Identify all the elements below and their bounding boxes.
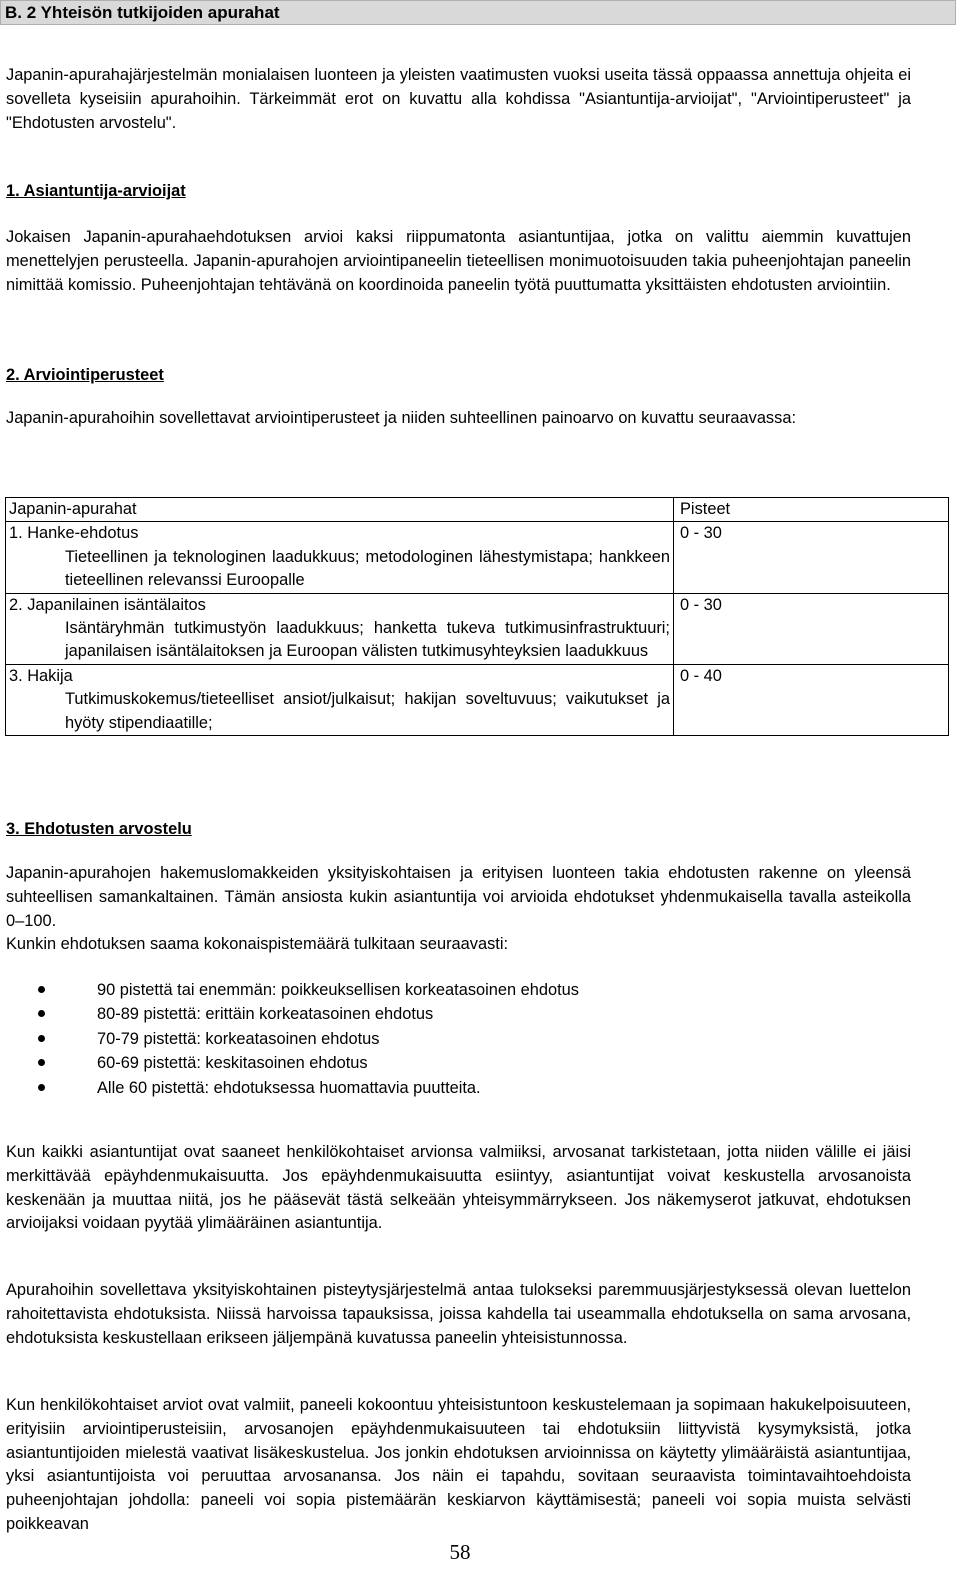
evaluation-criteria-paragraph: Japanin-apurahoihin sovellettavat arviointiperusteet ja niiden suhteellinen painoarvo on kuvattu seuraavassa: — [6, 409, 796, 427]
consensus-paragraph: Kun kaikki asiantuntijat ovat saaneet henkilökohtaiset arvionsa valmiiksi, arvosanat tarkistetaan, jotta niiden välille ei jäisi merkittävää epäyhdenmukaisuutta. Jos epäyhdenmukaisuutta esiintyy, asiantuntijat voivat keskustella arvosanoista keskenään ja muuttaa niitä, jos he pääsevät tästä selkeään yhteisymmärrykseen. Jos näkemyserot jatkuvat, ehdotuksen arvioijaksi voidaan pyytää ylimääräinen asiantuntija. — [6, 1143, 911, 1233]
intro-paragraph: Japanin-apurahajärjestelmän monialaisen luonteen ja yleisten vaatimusten vuoksi useita tässä oppaassa annettuja ohjeita ei sovelleta kyseisiin apurahoihin. Tärkeimmät erot on kuvattu alla kohdissa "Asiantuntija-arvioijat", "Arviointiperusteet" ja "Ehdotusten arvostelu". — [6, 66, 911, 132]
criterion-title: 2. Japanilainen isäntälaitos — [9, 595, 206, 614]
subheading-evaluation-criteria: 2. Arviointiperusteet — [6, 366, 164, 384]
criterion-points: 0 - 40 — [674, 664, 949, 735]
panel-meeting-paragraph: Kun henkilökohtaiset arviot ovat valmiit, paneeli kokoontuu yhteisistuntoon keskustelemaan ja sopimaan hakukelpoisuuteen, erityisiin arviointiperusteisiin, arvosanojen epäyhdenmukaisuuteen tai ehdotuksiin liittyvistä kysymyksistä, jotka asiantuntijoiden mielestä vaativat lisäkeskustelua. Jos jonkin ehdotuksen arvioinnissa on käytetty ylimääräistä asiantuntijaa, yksi asiantuntijoista voi peruuttaa arvosanansa. Jos näin ei tapahdu, sovitaan seuraavista toimintavaihtoehdoista puheenjohtajan johdolla: paneeli voi sopia pistemäärän keskiarvon käyttämisestä; paneeli voi sopia muista selvästi poikkeavan — [6, 1396, 911, 1533]
page-number: 58 — [449, 1540, 471, 1564]
criterion-description: Tutkimuskokemus/tieteelliset ansiot/julkaisut; hakijan soveltuvuus; vaikutukset ja hyöty stipendiaatille; — [65, 690, 670, 732]
table-row — [6, 593, 949, 664]
table-header-criteria: Japanin-apurahat — [6, 498, 674, 522]
grade-list — [6, 978, 579, 1100]
subheading-proposal-scoring: 3. Ehdotusten arvostelu — [6, 820, 192, 838]
table-row — [6, 664, 949, 735]
scoring-paragraph: Japanin-apurahojen hakemuslomakkeiden yksityiskohtaisen ja erityisen luonteen takia ehdotusten rakenne on yleensä suhteellisen samankaltainen. Tämän ansiosta kukin asiantuntija voi arvioida ehdotukset yhdenmukaisella tavalla asteikolla 0–100. — [6, 864, 911, 930]
criterion-title: 1. Hanke-ehdotus — [9, 524, 139, 543]
ranking-paragraph: Apurahoihin sovellettava yksityiskohtainen pisteytysjärjestelmä antaa tulokseksi paremmuusjärjestyksessä olevan luettelon rahoitettavista ehdotuksista. Niissä harvoissa tapauksissa, joissa kahdella tai useammalla ehdotuksella on sama arvosana, ehdotuksista keskustellaan erikseen jäljempänä kuvatussa paneelin yhteisistunnossa. — [6, 1281, 911, 1347]
list-item: 70-79 pistettä: korkeatasoinen ehdotus — [6, 1027, 579, 1051]
table-header-row — [6, 498, 949, 522]
criteria-table — [5, 497, 949, 736]
section-heading-bar — [0, 0, 956, 25]
expert-evaluators-paragraph: Jokaisen Japanin-apurahaehdotuksen arvioi kaksi riippumatonta asiantuntijaa, jotka on valittu aiemmin kuvattujen menettelyjen perusteella. Japanin-apurahojen arviointipaneelin tieteellisen monimuotoisuuden takia puheenjohtajan paneelin nimittää komissio. Puheenjohtajan tehtävänä on koordinoida paneelin työtä puuttumatta yksittäisten ehdotusten arviointiin. — [6, 228, 911, 294]
subheading-expert-evaluators: 1. Asiantuntija-arvioijat — [6, 182, 186, 200]
list-item: 90 pistettä tai enemmän: poikkeuksellisen korkeatasoinen ehdotus — [6, 978, 579, 1002]
criterion-description: Isäntäryhmän tutkimustyön laadukkuus; hanketta tukeva tutkimusinfrastruktuuri; japanilaisen isäntälaitoksen ja Euroopan välisten tutkimusyhteyksien laadukkuus — [65, 619, 670, 661]
scoring-list-intro: Kunkin ehdotuksen saama kokonaispistemäärä tulkitaan seuraavasti: — [6, 935, 509, 953]
criterion-description: Tieteellinen ja teknologinen laadukkuus; metodologinen lähestymistapa; hankkeen tieteellinen relevanssi Euroopalle — [65, 547, 670, 590]
section-heading: B. 2 Yhteisön tutkijoiden apurahat — [5, 3, 280, 22]
list-item: 80-89 pistettä: erittäin korkeatasoinen ehdotus — [6, 1002, 579, 1026]
table-header-points: Pisteet — [674, 498, 949, 522]
criterion-points: 0 - 30 — [674, 593, 949, 664]
criterion-title: 3. Hakija — [9, 666, 73, 685]
list-item: Alle 60 pistettä: ehdotuksessa huomattavia puutteita. — [6, 1076, 579, 1100]
criterion-points: 0 - 30 — [674, 522, 949, 593]
list-item: 60-69 pistettä: keskitasoinen ehdotus — [6, 1051, 579, 1075]
table-row — [6, 522, 949, 593]
